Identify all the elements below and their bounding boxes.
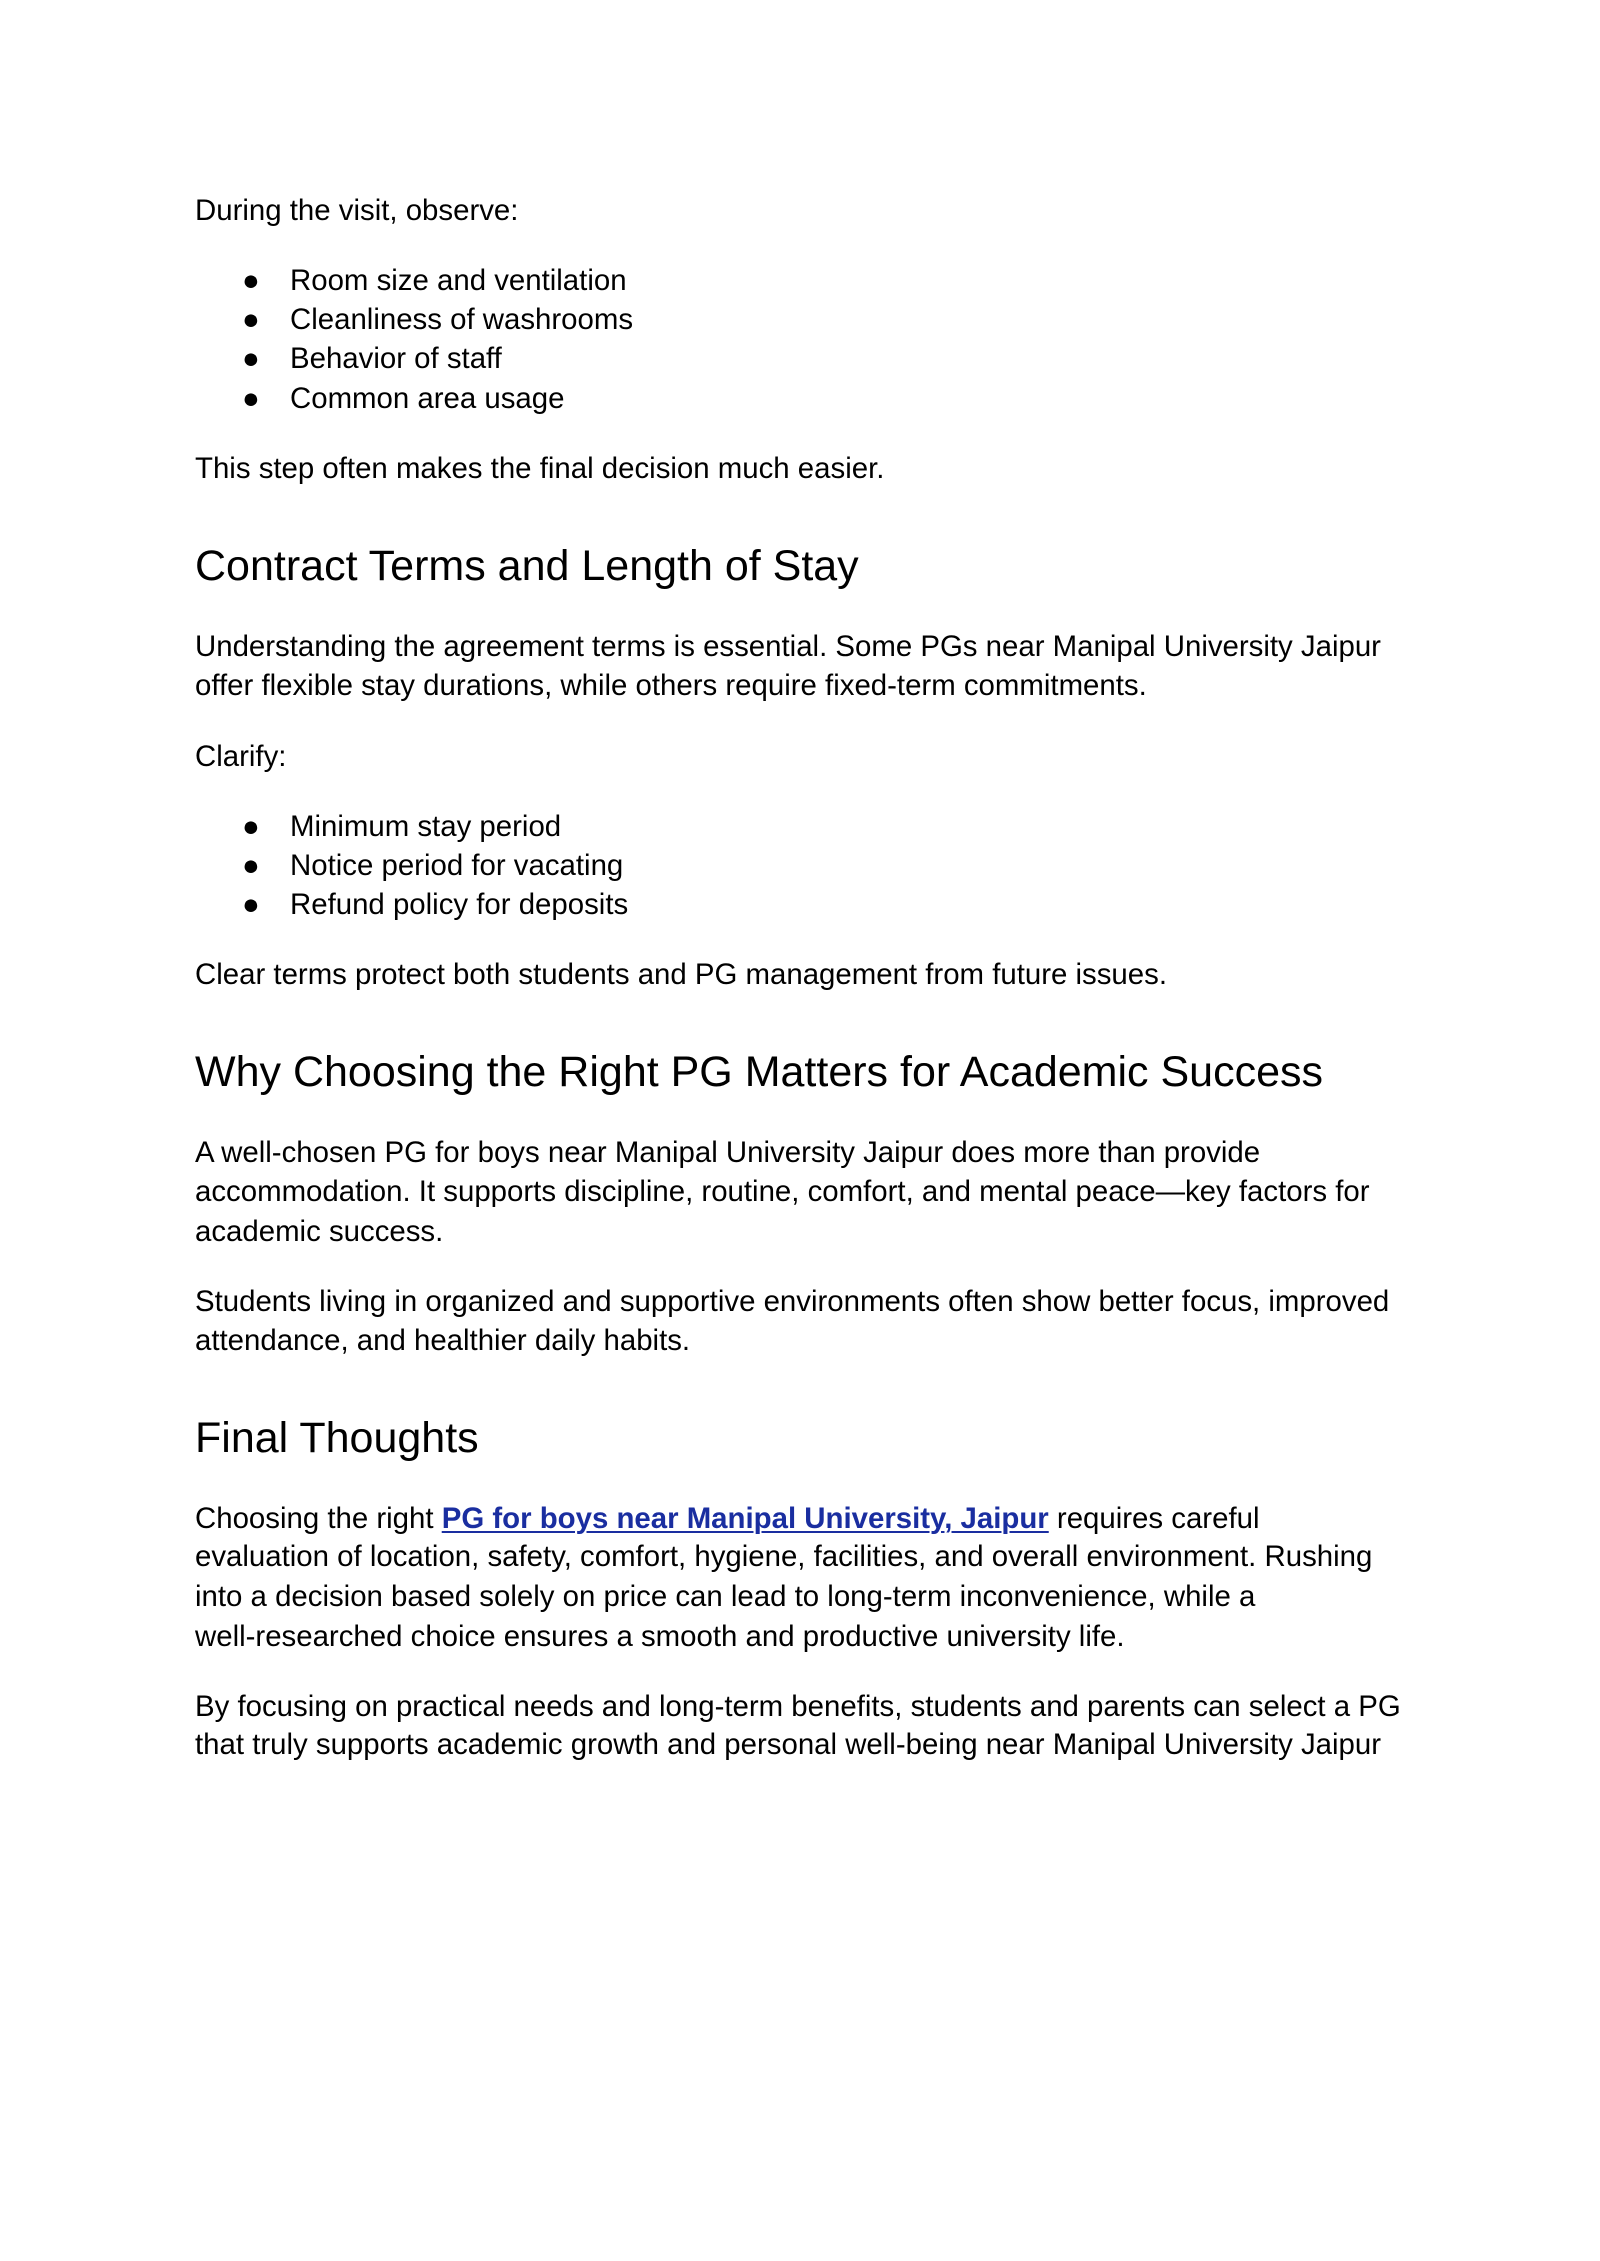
visit-intro: During the visit, observe: (195, 194, 519, 227)
bullet-icon: • ● (242, 849, 260, 882)
clarify-label: Clarify: (195, 740, 287, 773)
list-item-text: Room size and ventilation (290, 264, 627, 297)
paragraph-line: evaluation of location, safety, comfort, hygiene, facilities, and overall environment. Rushing (195, 1540, 1373, 1573)
list-item-text: Cleanliness of washrooms (290, 303, 634, 336)
paragraph-line: that truly supports academic growth and personal well-being near Manipal University Jaipur (195, 1728, 1382, 1761)
paragraph-line: Understanding the agreement terms is essential. Some PGs near Manipal University Jaipur (195, 630, 1381, 663)
list-item-text: Notice period for vacating (290, 849, 624, 882)
section-heading-why: Why Choosing the Right PG Matters for Academic Success (195, 1048, 1324, 1096)
pg-link[interactable]: PG for boys near Manipal University, Jaipur (441, 1502, 1049, 1535)
bullet-icon: • ● (242, 342, 260, 375)
bullet-icon: • ● (242, 264, 260, 297)
paragraph-line: A well-chosen PG for boys near Manipal University Jaipur does more than provide (195, 1136, 1261, 1169)
text-run: Choosing the right (195, 1502, 442, 1535)
paragraph-line: academic success. (195, 1215, 444, 1248)
paragraph-line: By focusing on practical needs and long-term benefits, students and parents can select a PG (195, 1690, 1401, 1723)
paragraph-line (195, 1499, 1259, 1538)
list-item-text: Common area usage (290, 382, 565, 415)
text-run: requires careful (1048, 1502, 1260, 1535)
bullet-icon: • ● (242, 888, 260, 921)
section-heading-contract: Contract Terms and Length of Stay (195, 542, 859, 590)
bullet-icon: • ● (242, 303, 260, 336)
section-heading-final: Final Thoughts (195, 1414, 479, 1462)
paragraph-line: attendance, and healthier daily habits. (195, 1324, 691, 1357)
visit-outro: This step often makes the final decision much easier. (195, 452, 885, 485)
paragraph-line: into a decision based solely on price can lead to long-term inconvenience, while a (195, 1580, 1256, 1613)
paragraph-line: offer flexible stay durations, while others require fixed-term commitments. (195, 669, 1147, 702)
bullet-icon: • ● (242, 382, 260, 415)
paragraph-line: Students living in organized and supportive environments often show better focus, improved (195, 1285, 1390, 1318)
list-item-text: Minimum stay period (290, 810, 562, 843)
list-item-text: Behavior of staff (290, 342, 502, 375)
bullet-icon: • ● (242, 810, 260, 843)
list-item-text: Refund policy for deposits (290, 888, 629, 921)
contract-outro: Clear terms protect both students and PG management from future issues. (195, 958, 1167, 991)
visit-section (0, 0, 1600, 485)
paragraph-line: well-researched choice ensures a smooth and productive university life. (195, 1620, 1125, 1653)
paragraph-line: accommodation. It supports discipline, routine, comfort, and mental peace—key factors for (195, 1175, 1370, 1208)
